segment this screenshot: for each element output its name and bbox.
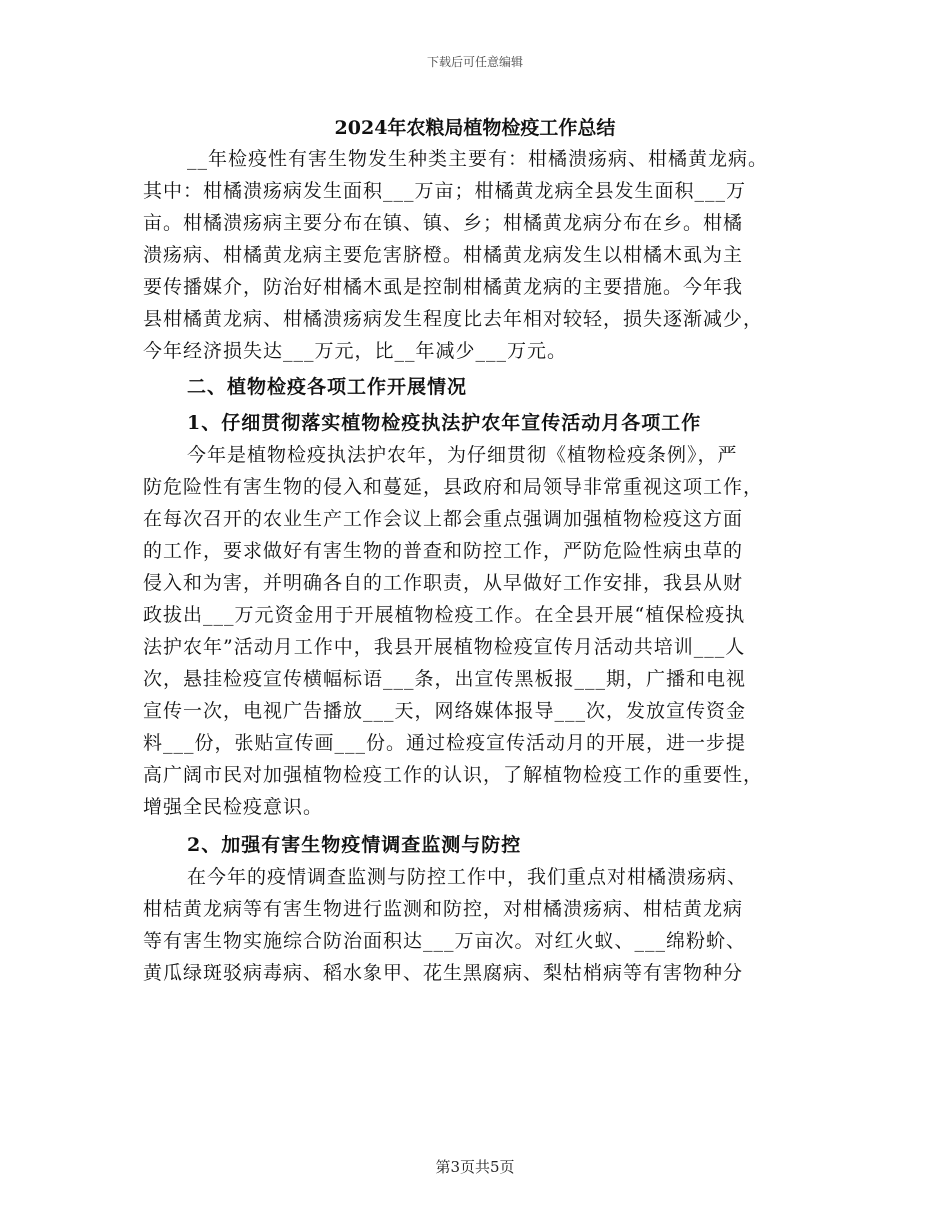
paragraph-line: 亩。柑橘溃疡病主要分布在镇、镇、乡；柑橘黄龙病分布在乡。柑橘 bbox=[143, 212, 744, 234]
paragraph-line: 宣传一次，电视广告播放___天，网络媒体报导___次，发放宣传资金 bbox=[143, 700, 747, 722]
paragraph-line: 料___份，张贴宣传画___份。通过检疫宣传活动月的开展，进一步提 bbox=[143, 732, 747, 754]
paragraph-line: 在每次召开的农业生产工作会议上都会重点强调加强植物检疫这方面 bbox=[143, 508, 744, 530]
paragraph-line: 今年是植物检疫执法护农年，为仔细贯彻《植物检疫条例》，严 bbox=[187, 444, 738, 466]
subsection-heading-2: 2、加强有害生物疫情调查监测与防控 bbox=[187, 834, 522, 856]
paragraph-line: 次，悬挂检疫宣传横幅标语___条，出宣传黑板报___期，广播和电视 bbox=[143, 668, 747, 690]
paragraph-line: 今年经济损失达___万元，比__年减少___万元。 bbox=[143, 340, 568, 362]
paragraph-line: __年检疫性有害生物发生种类主要有：柑橘溃疡病、柑橘黄龙病。 bbox=[187, 148, 769, 170]
paragraph-line: 增强全民检疫意识。 bbox=[143, 796, 324, 818]
paragraph-line: 等有害生物实施综合防治面积达___万亩次。对红火蚁、___绵粉蚧、 bbox=[143, 930, 747, 952]
paragraph-line: 要传播媒介，防治好柑橘木虱是控制柑橘黄龙病的主要措施。今年我 bbox=[143, 276, 744, 298]
paragraph-line: 黄瓜绿斑驳病毒病、稻水象甲、花生黑腐病、梨枯梢病等有害物种分 bbox=[143, 962, 744, 984]
paragraph-line: 政拔出___万元资金用于开展植物检疫工作。在全县开展“植保检疫执 bbox=[143, 604, 746, 626]
page-number: 第3页共5页 bbox=[435, 1158, 515, 1176]
page-header-note: 下载后可任意编辑 bbox=[426, 55, 523, 69]
paragraph-line: 高广阔市民对加强植物检疫工作的认识，了解植物检疫工作的重要性， bbox=[143, 764, 764, 786]
paragraph-line: 溃疡病、柑橘黄龙病主要危害脐橙。柑橘黄龙病发生以柑橘木虱为主 bbox=[143, 244, 744, 266]
paragraph-line: 在今年的疫情调查监测与防控工作中，我们重点对柑橘溃疡病、 bbox=[187, 866, 748, 888]
paragraph-line: 侵入和为害，并明确各自的工作职责，从早做好工作安排，我县从财 bbox=[143, 572, 744, 594]
section-heading: 二、植物检疫各项工作开展情况 bbox=[187, 376, 468, 398]
document-title: 2024年农粮局植物检疫工作总结 bbox=[334, 117, 616, 139]
paragraph-line: 柑桔黄龙病等有害生物进行监测和防控，对柑橘溃疡病、柑桔黄龙病 bbox=[143, 898, 744, 920]
paragraph-line: 防危险性有害生物的侵入和蔓延，县政府和局领导非常重视这项工作， bbox=[143, 476, 764, 498]
document-body bbox=[143, 143, 813, 989]
paragraph-line: 其中：柑橘溃疡病发生面积___万亩；柑橘黄龙病全县发生面积___万 bbox=[143, 180, 747, 202]
paragraph-line: 县柑橘黄龙病、柑橘溃疡病发生程度比去年相对较轻，损失逐渐减少， bbox=[143, 308, 764, 330]
paragraph-line: 法护农年”活动月工作中，我县开展植物检疫宣传月活动共培训___人 bbox=[143, 636, 746, 658]
paragraph-line: 的工作，要求做好有害生物的普查和防控工作，严防危险性病虫草的 bbox=[143, 540, 744, 562]
subsection-heading-1: 1、仔细贯彻落实植物检疫执法护农年宣传活动月各项工作 bbox=[187, 412, 702, 434]
